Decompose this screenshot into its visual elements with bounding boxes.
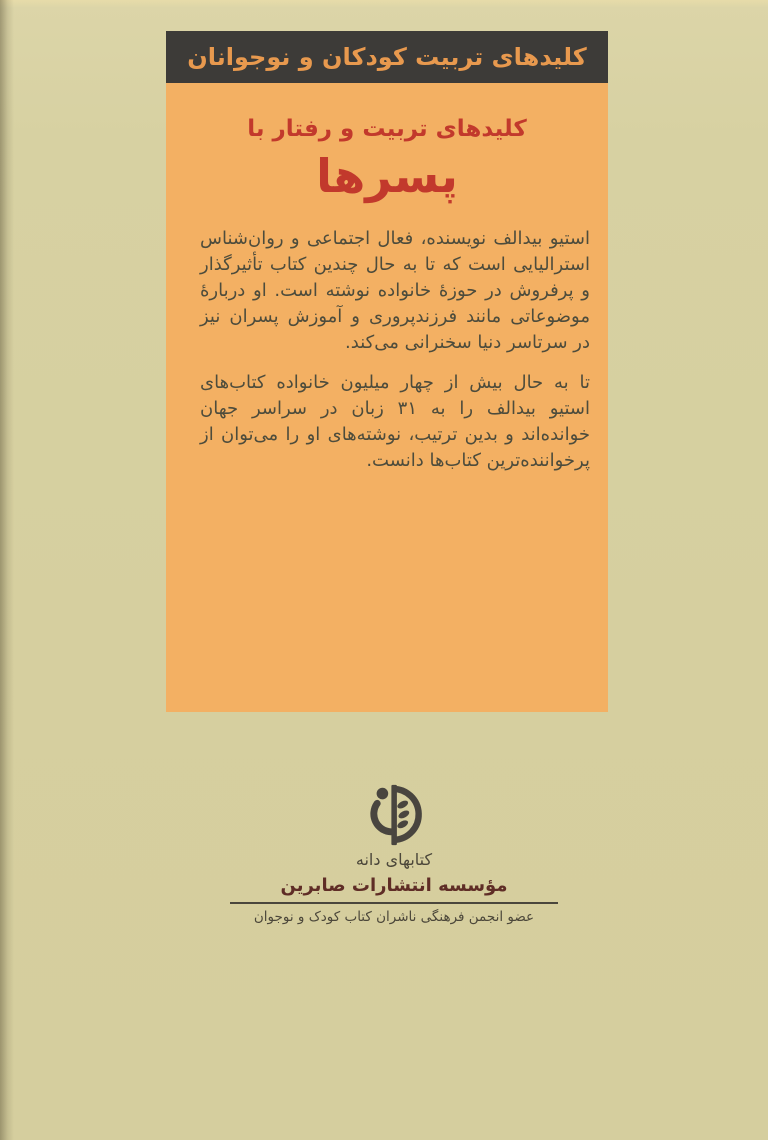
- cover-title: پسرها: [316, 149, 458, 203]
- cover-panel: [166, 83, 608, 712]
- back-cover-text: [166, 226, 608, 474]
- imprint-name: کتابهای دانه: [355, 850, 433, 869]
- cover-subtitle: کلیدهای تربیت و رفتار با: [247, 116, 527, 142]
- scan-top-edge: [0, 0, 768, 8]
- about-author-paragraph: استیو بیدالف نویسنده، فعال اجتماعی و روان‌شناس استرالیایی است که تا به حال چندین کتاب تأثیرگذار و پرفروش در حوزهٔ خانواده نوشته است. او دربارهٔ موضوعاتی مانند فرزندپروری و آموزش پسران نیز در سرتاسر دنیا سخنرانی می‌کند.: [200, 227, 590, 353]
- publisher-name: مؤسسه انتشارات صابرین: [280, 875, 508, 896]
- scan-edge-shadow: [0, 0, 14, 1140]
- publisher-block: [10, 782, 768, 925]
- divider-line: [230, 902, 558, 904]
- readership-paragraph: تا به حال بیش از چهار میلیون خانواده کتاب‌های استیو بیدالف را به ۳۱ زبان در سراسر جهان خوانده‌اند و بدین ترتیب، نوشته‌های او را می‌توان از پرخواننده‌ترین کتاب‌ها دانست.: [200, 371, 590, 471]
- membership-note: عضو انجمن فرهنگی ناشران کتاب کودک و نوجوان: [253, 909, 535, 925]
- series-band: [166, 31, 608, 83]
- publisher-seedling-logo-icon: [365, 782, 423, 848]
- series-band-label: کلیدهای تربیت کودکان و نوجوانان: [187, 43, 587, 71]
